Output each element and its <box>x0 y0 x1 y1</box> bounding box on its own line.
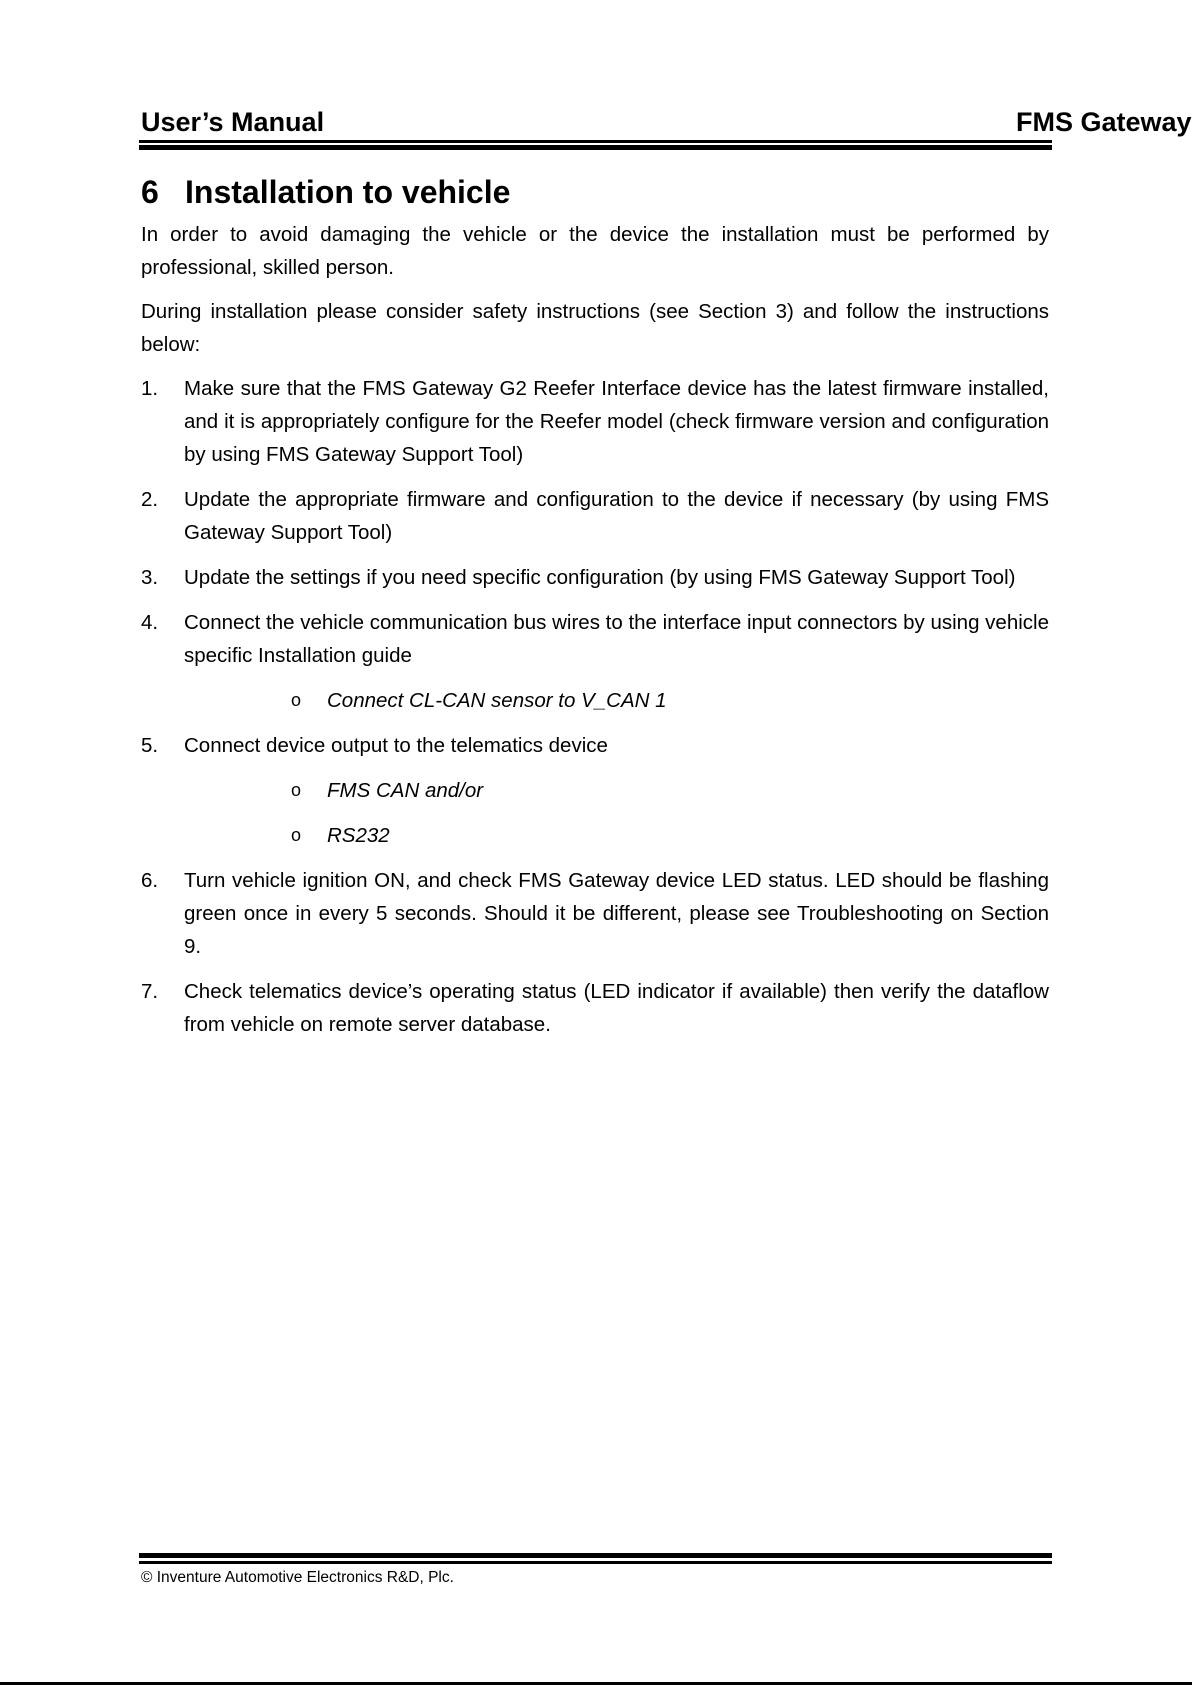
step-number: 2. <box>141 488 159 511</box>
step-text: Turn vehicle ignition ON, and check FMS Gateway device LED status. LED should be flashing green once in every 5 seconds. Should it be different, please see Troubleshooting on Section 9. <box>184 869 1049 958</box>
step-text: Connect device output to the telematics device <box>184 734 608 757</box>
intro-paragraph-1: In order to avoid damaging the vehicle or the device the installation must be performed by professional, skilled person. <box>141 223 1049 279</box>
list-item <box>141 975 1049 1041</box>
list-item <box>141 561 1049 594</box>
sub-list <box>184 684 1049 717</box>
sub-list-item <box>184 819 1049 852</box>
section-number: 6 <box>141 174 159 210</box>
step-number: 6. <box>141 869 159 892</box>
section-heading <box>141 170 1049 214</box>
step-number: 7. <box>141 980 159 1003</box>
step-number: 5. <box>141 734 159 757</box>
sub-list-item <box>184 684 1049 717</box>
step-text: Check telematics device’s operating status (LED indicator if available) then verify the dataflow from vehicle on remote server database. <box>184 980 1049 1036</box>
circle-bullet-icon: o <box>291 780 302 800</box>
list-item <box>141 372 1049 471</box>
step-number: 1. <box>141 377 159 400</box>
circle-bullet-icon: o <box>291 690 302 710</box>
step-text: Connect the vehicle communication bus wires to the interface input connectors by using vehicle specific Installation guide <box>184 611 1049 667</box>
sub-list <box>184 774 1049 852</box>
sub-item-text: Connect CL-CAN sensor to V_CAN 1 <box>327 689 667 712</box>
footer-rule-thin <box>139 1561 1052 1564</box>
footer-rule-thick <box>139 1553 1052 1558</box>
sub-item-text: RS232 <box>327 824 390 847</box>
page-content <box>141 170 1049 1053</box>
step-text: Update the settings if you need specific configuration (by using FMS Gateway Support Tool) <box>184 566 1016 589</box>
step-text: Make sure that the FMS Gateway G2 Reefer Interface device has the latest firmware installed, and it is appropriately configure for the Reefer model (check firmware version and configuration by using FMS Gateway Support Tool) <box>184 377 1049 466</box>
list-item <box>141 606 1049 717</box>
step-number: 3. <box>141 566 159 589</box>
circle-bullet-icon: o <box>291 825 302 845</box>
step-number: 4. <box>141 611 159 634</box>
section-title: Installation to vehicle <box>185 174 511 210</box>
list-item <box>141 729 1049 852</box>
intro-paragraph-2: During installation please consider safety instructions (see Section 3) and follow the instructions below: <box>141 300 1049 356</box>
installation-steps-list <box>141 372 1049 1041</box>
header-rule-thin <box>139 140 1052 143</box>
header-left-title: User’s Manual <box>141 107 325 137</box>
header-rule-thick <box>139 145 1052 150</box>
sub-list-item <box>184 774 1049 807</box>
list-item <box>141 864 1049 963</box>
list-item <box>141 483 1049 549</box>
sub-item-text: FMS CAN and/or <box>327 779 484 802</box>
header-right-title: FMS Gateway <box>1016 107 1192 137</box>
step-text: Update the appropriate firmware and configuration to the device if necessary (by using FMS Gateway Support Tool) <box>184 488 1049 544</box>
footer-copyright: © Inventure Automotive Electronics R&D, Plc. <box>141 1569 454 1586</box>
